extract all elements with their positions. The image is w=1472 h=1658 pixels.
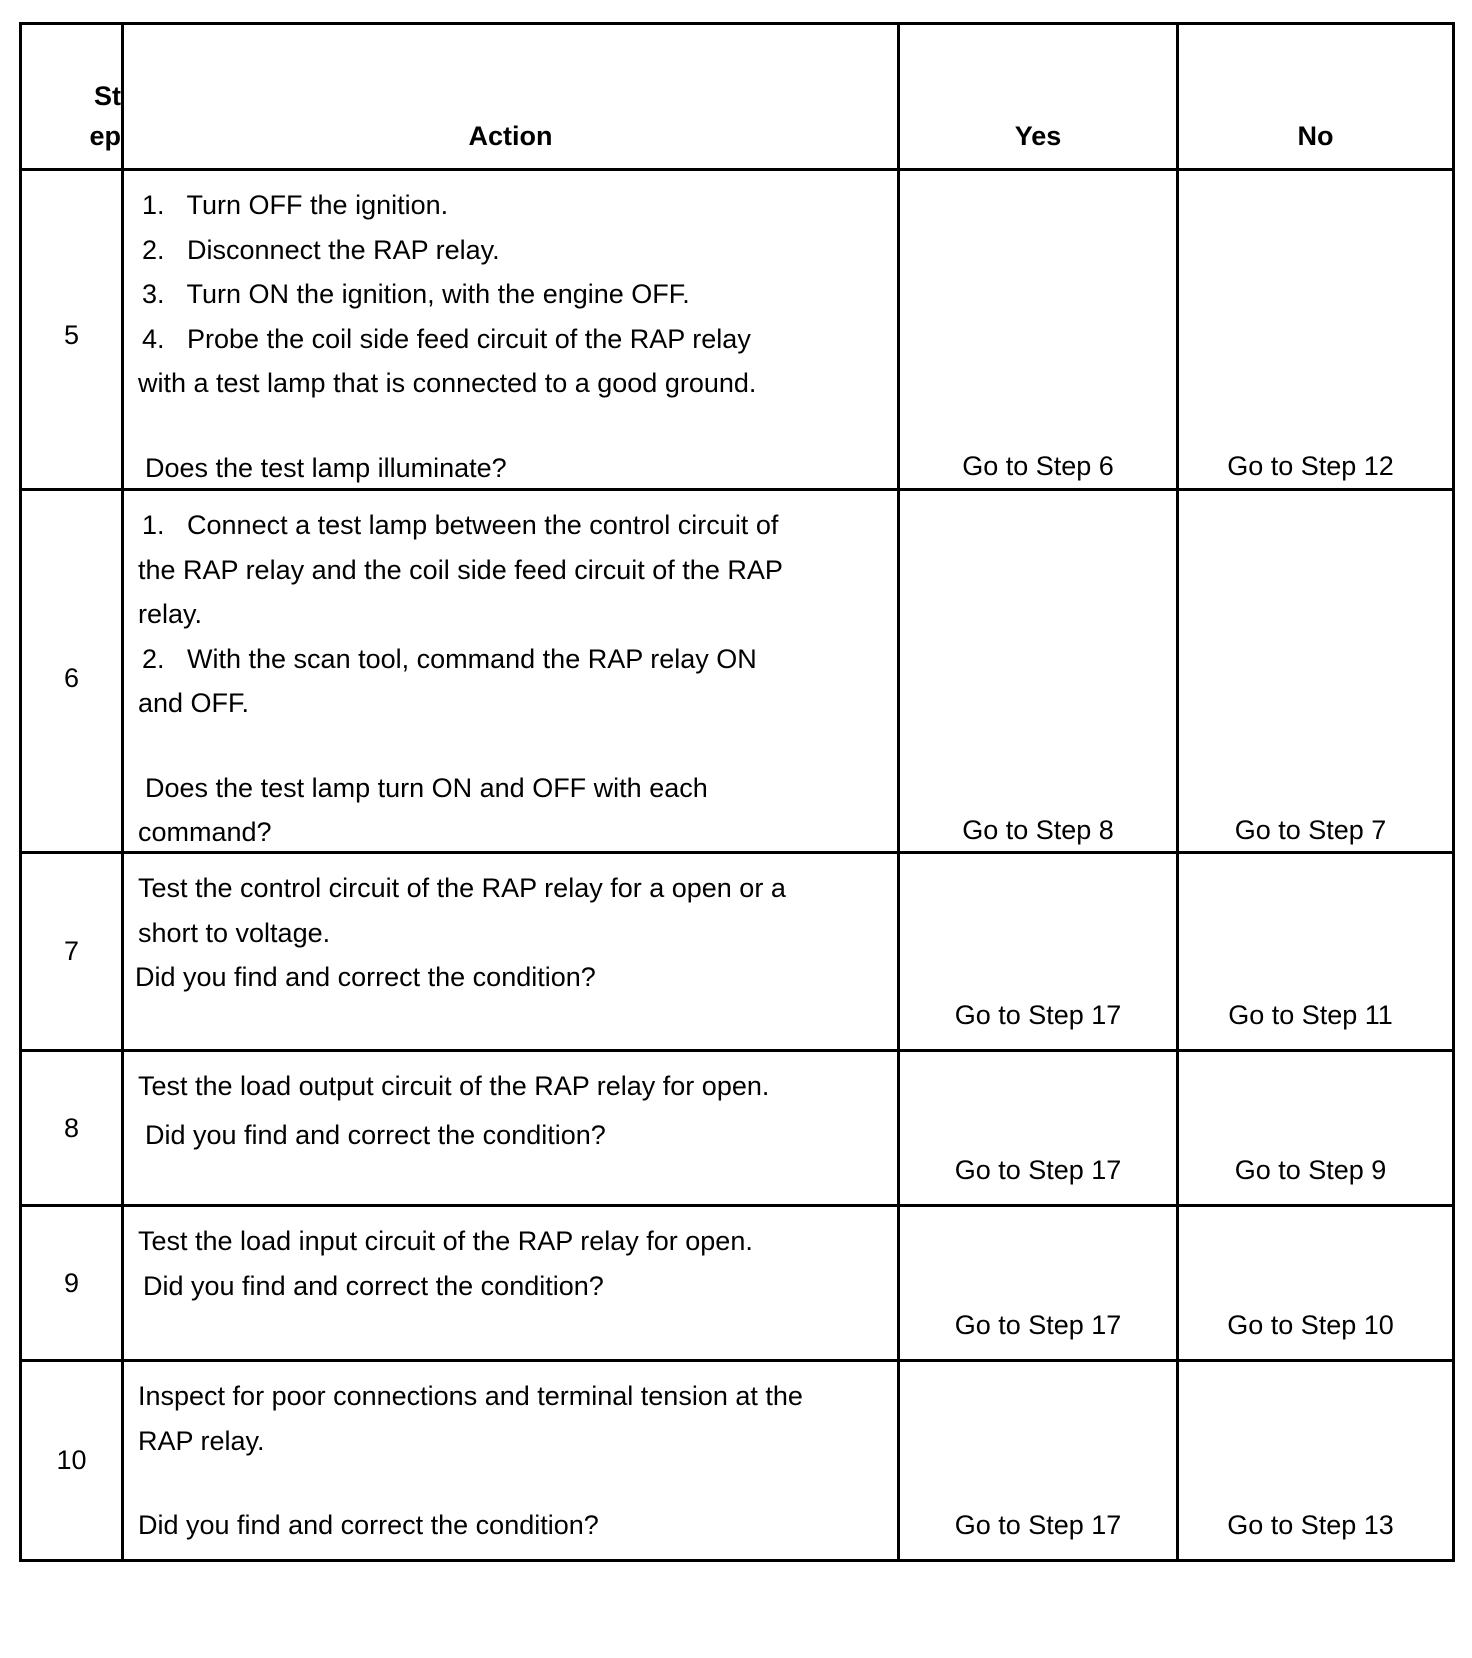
step-column-header (22, 25, 124, 168)
no-cell (1179, 171, 1452, 500)
table-header-row (22, 25, 1452, 171)
action-line: the RAP relay and the coil side feed circuit of the RAP (138, 554, 783, 585)
no-header-label: No (1297, 121, 1334, 151)
step-header-line-2: ep (89, 121, 121, 151)
no-cell (1179, 491, 1452, 865)
action-line: Inspect for poor connections and terminal tension at the (138, 1381, 803, 1411)
yes-header-label: Yes (1014, 121, 1062, 151)
yes-cell (900, 1052, 1179, 1204)
action-header-label: Action (468, 121, 553, 151)
yes-column-header (900, 25, 1179, 168)
step-number: 9 (22, 1207, 124, 1359)
yes-cell (900, 491, 1179, 865)
yes-go-to-step: Go to Step 17 (954, 1309, 1122, 1340)
no-go-to-step: Go to Step 11 (1228, 999, 1393, 1030)
action-line: with a test lamp that is connected to a good ground. (138, 368, 757, 398)
no-go-to-step: Go to Step 7 (1234, 815, 1387, 845)
action-cell (124, 1362, 900, 1559)
yes-go-to-step: Go to Step 6 (962, 450, 1114, 481)
question-line: command? (138, 817, 272, 847)
step-header-line-1: St (94, 81, 121, 111)
action-line: RAP relay. (138, 1425, 265, 1456)
yes-go-to-step: Go to Step 17 (954, 999, 1122, 1030)
no-cell (1179, 1052, 1452, 1204)
table-row-step-6 (22, 491, 1452, 854)
step-number: 6 (22, 491, 124, 865)
table-row-step-9 (22, 1207, 1452, 1362)
action-line: 3. Turn ON the ignition, with the engine OFF. (142, 279, 690, 309)
question-line: Did you find and correct the condition? (143, 1270, 604, 1301)
table-row-step-10 (22, 1362, 1452, 1559)
question-line: Did you find and correct the condition? (145, 1119, 606, 1150)
action-line: 1. Turn OFF the ignition. (142, 190, 449, 220)
action-line: 1. Connect a test lamp between the control circuit of (142, 510, 779, 540)
yes-go-to-step: Go to Step 8 (962, 815, 1114, 845)
no-go-to-step: Go to Step 10 (1227, 1309, 1394, 1340)
action-cell (124, 1052, 900, 1204)
action-line: 4. Probe the coil side feed circuit of the RAP relay (142, 323, 751, 354)
action-line: 2. Disconnect the RAP relay. (142, 234, 500, 265)
question-line: Does the test lamp illuminate? (145, 452, 507, 483)
action-column-header (124, 25, 900, 168)
question-line: Did you find and correct the condition? (138, 1510, 599, 1540)
step-number: 7 (22, 854, 124, 1049)
no-go-to-step: Go to Step 12 (1227, 450, 1394, 481)
yes-cell (900, 854, 1179, 1049)
no-cell (1179, 854, 1452, 1049)
action-cell (124, 171, 900, 500)
action-line: Test the control circuit of the RAP relay for a open or a (138, 873, 786, 903)
action-line: short to voltage. (138, 917, 331, 948)
action-line: relay. (138, 599, 203, 629)
yes-go-to-step: Go to Step 17 (954, 1154, 1122, 1185)
action-line: and OFF. (138, 688, 250, 718)
table-row-step-8 (22, 1052, 1452, 1207)
step-number: 5 (22, 171, 124, 500)
yes-cell (900, 171, 1179, 500)
action-line: Test the load output circuit of the RAP relay for open. (138, 1071, 770, 1101)
action-cell (124, 491, 900, 865)
no-cell (1179, 1362, 1452, 1559)
yes-cell (900, 1207, 1179, 1359)
step-number: 8 (22, 1052, 124, 1204)
table-row-step-5 (22, 171, 1452, 491)
table-row-step-7 (22, 854, 1452, 1052)
diagnostic-table (19, 22, 1455, 1562)
no-cell (1179, 1207, 1452, 1359)
action-line: Test the load input circuit of the RAP relay for open. (138, 1226, 753, 1256)
action-line: 2. With the scan tool, command the RAP relay ON (142, 643, 757, 674)
no-go-to-step: Go to Step 9 (1234, 1154, 1387, 1185)
no-column-header (1179, 25, 1452, 168)
action-cell (124, 1207, 900, 1359)
question-line: Does the test lamp turn ON and OFF with each (145, 772, 708, 803)
step-number: 10 (22, 1362, 124, 1559)
yes-go-to-step: Go to Step 17 (954, 1509, 1122, 1540)
yes-cell (900, 1362, 1179, 1559)
no-go-to-step: Go to Step 13 (1227, 1509, 1394, 1540)
action-cell (124, 854, 900, 1049)
question-line: Did you find and correct the condition? (135, 962, 596, 992)
